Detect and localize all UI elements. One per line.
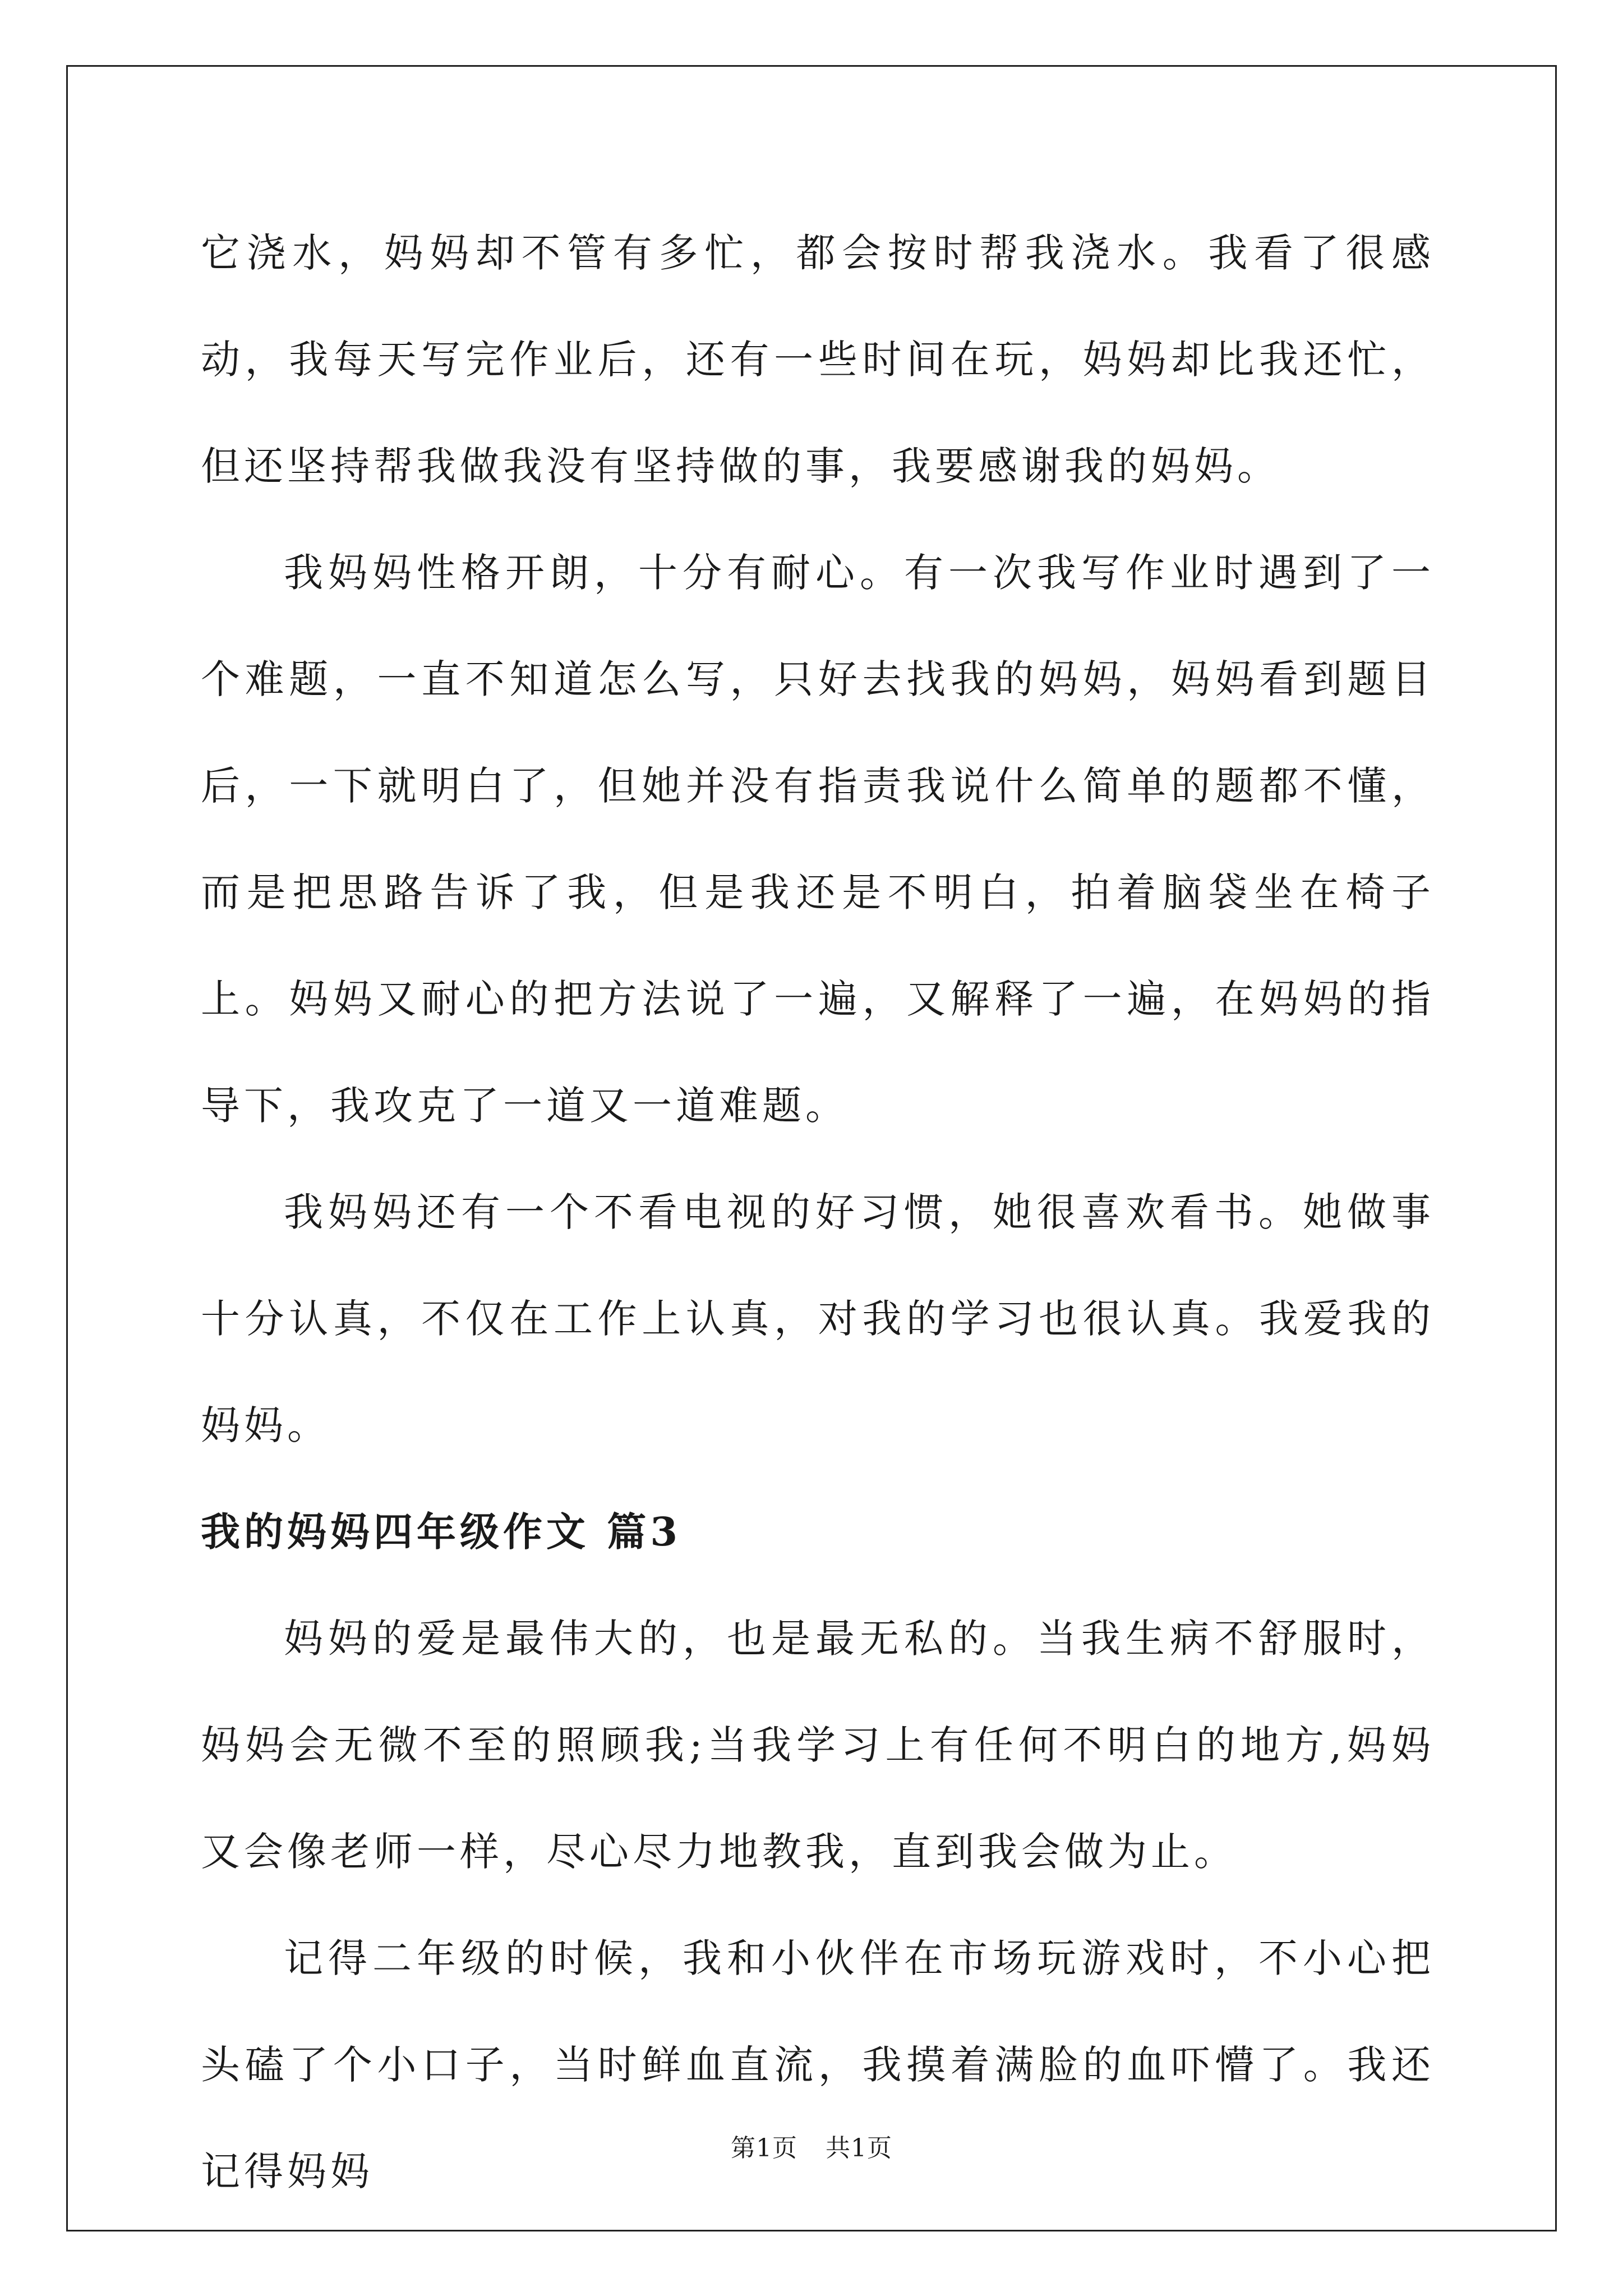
paragraph: 它浇水，妈妈却不管有多忙，都会按时帮我浇水。我看了很感动，我每天写完作业后，还有一些时间在玩，妈妈却比我还忙，但还坚持帮我做我没有坚持做的事，我要感谢我的妈妈。	[201, 230, 1435, 489]
section-heading: 我的妈妈四年级作文 篇3	[201, 1508, 682, 1555]
page-footer	[0, 2132, 1623, 2165]
paragraph: 妈妈的爱是最伟大的，也是最无私的。当我生病不舒服时，妈妈会无微不至的照顾我;当我学习上有任何不明白的地方,妈妈又会像老师一样，尽心尽力地教我，直到我会做为止。	[201, 1616, 1435, 1875]
document-body	[201, 200, 1435, 2225]
paragraph: 我妈妈还有一个不看电视的好习惯，她很喜欢看书。她做事十分认真，不仅在工作上认真，对我的学习也很认真。我爱我的妈妈。	[201, 1189, 1435, 1448]
page-number-current: 第1页	[731, 2134, 797, 2162]
paragraph: 记得二年级的时候，我和小伙伴在市场玩游戏时，不小心把头磕了个小口子，当时鲜血直流，我摸着满脸的血吓懵了。我还记得妈妈	[201, 1935, 1435, 2194]
paragraph: 我妈妈性格开朗，十分有耐心。有一次我写作业时遇到了一个难题，一直不知道怎么写，只好去找我的妈妈，妈妈看到题目后，一下就明白了，但她并没有指责我说什么简单的题都不懂，而是把思路告诉了我，但是我还是不明白，拍着脑袋坐在椅子上。妈妈又耐心的把方法说了一遍，又解释了一遍，在妈妈的指导下，我攻克了一道又一道难题。	[201, 550, 1435, 1129]
page-number-total: 共1页	[826, 2134, 892, 2162]
